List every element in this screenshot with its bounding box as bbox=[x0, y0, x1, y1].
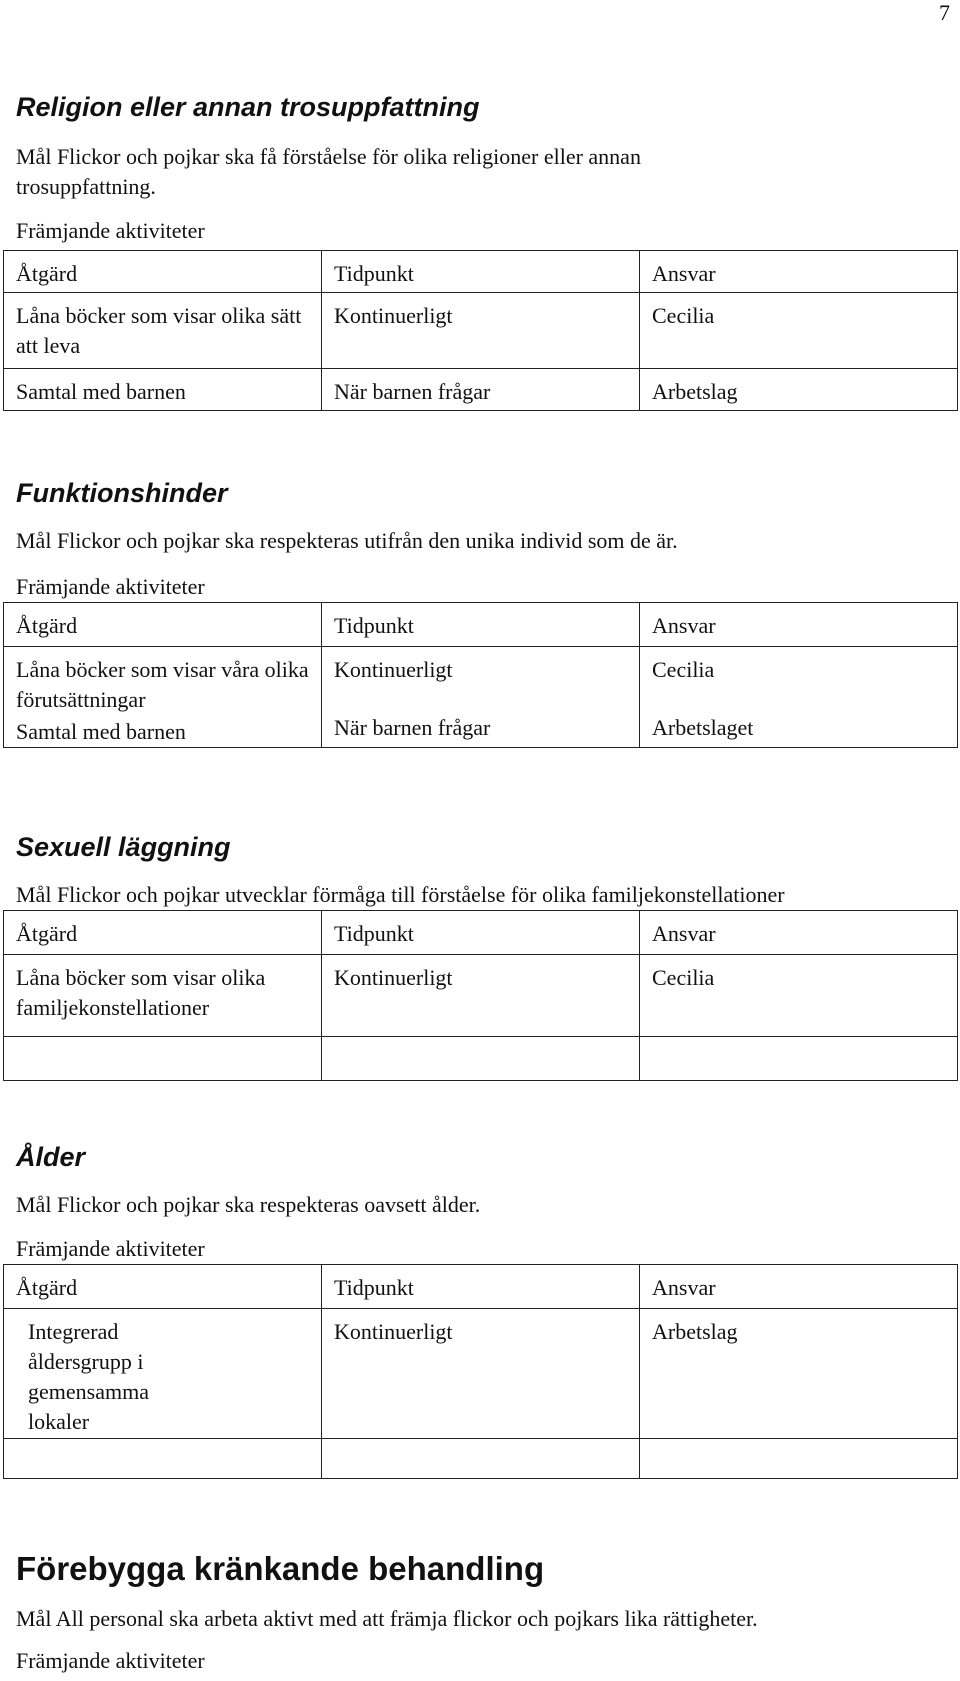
table-header-row bbox=[4, 1265, 958, 1309]
goal-text-alder: Mål Flickor och pojkar ska respekteras oavsett ålder. bbox=[16, 1192, 481, 1217]
activities-label-religion: Främjande aktiviteter bbox=[16, 218, 205, 243]
table-row bbox=[4, 647, 958, 748]
table-cell: Arbetslag bbox=[640, 1309, 958, 1439]
activities-table-sexuell-laggning bbox=[3, 910, 958, 1081]
table-cell: När barnen frågar bbox=[322, 369, 640, 411]
header-cell-tidpunkt: Tidpunkt bbox=[322, 251, 640, 293]
section-heading-religion: Religion eller annan trosuppfattning bbox=[16, 92, 480, 122]
header-cell-tidpunkt: Tidpunkt bbox=[322, 1265, 640, 1309]
table-cell bbox=[322, 1439, 640, 1479]
table-row bbox=[4, 1037, 958, 1081]
cell-text: Integrerad åldersgrupp i gemensamma lokaler bbox=[28, 1319, 149, 1434]
table-header-row bbox=[4, 911, 958, 955]
header-cell-ansvar: Ansvar bbox=[640, 911, 958, 955]
cell-line-2: Samtal med barnen bbox=[16, 719, 186, 744]
table-row bbox=[4, 369, 958, 411]
header-cell-tidpunkt: Tidpunkt bbox=[322, 603, 640, 647]
table-cell bbox=[4, 1309, 322, 1439]
activities-table-alder bbox=[3, 1264, 958, 1479]
table-cell bbox=[4, 1439, 322, 1479]
table-cell bbox=[4, 647, 322, 748]
header-cell-tidpunkt: Tidpunkt bbox=[322, 911, 640, 955]
page-number: 7 bbox=[939, 0, 950, 25]
section-heading-funktionshinder: Funktionshinder bbox=[16, 478, 228, 508]
cell-line: Cecilia bbox=[652, 657, 715, 682]
table-cell bbox=[4, 1037, 322, 1081]
table-cell bbox=[322, 647, 640, 748]
table-cell bbox=[640, 1037, 958, 1081]
table-cell: Kontinuerligt bbox=[322, 955, 640, 1037]
cell-line-2: Arbetslaget bbox=[652, 715, 754, 740]
table-row bbox=[4, 1439, 958, 1479]
table-cell: Kontinuerligt bbox=[322, 293, 640, 369]
header-cell-atgard: Åtgärd bbox=[4, 911, 322, 955]
goal-text-sexuell-laggning: Mål Flickor och pojkar utvecklar förmåga till förståelse för olika familjekonstellationer bbox=[16, 882, 785, 907]
table-cell: Arbetslag bbox=[640, 369, 958, 411]
table-row bbox=[4, 293, 958, 369]
table-cell: Samtal med barnen bbox=[4, 369, 322, 411]
activities-label-funktionshinder: Främjande aktiviteter bbox=[16, 574, 205, 599]
goal-text-religion-line2: trosuppfattning. bbox=[16, 174, 156, 199]
activities-label-alder: Främjande aktiviteter bbox=[16, 1236, 205, 1261]
table-row bbox=[4, 955, 958, 1037]
goal-text-funktionshinder: Mål Flickor och pojkar ska respekteras utifrån den unika individ som de är. bbox=[16, 528, 678, 553]
cell-line-2: När barnen frågar bbox=[334, 715, 491, 740]
header-cell-atgard: Åtgärd bbox=[4, 251, 322, 293]
table-cell: Cecilia bbox=[640, 293, 958, 369]
section-heading-sexuell-laggning: Sexuell läggning bbox=[16, 832, 231, 862]
cell-line: Kontinuerligt bbox=[334, 657, 453, 682]
table-cell bbox=[640, 647, 958, 748]
header-cell-ansvar: Ansvar bbox=[640, 251, 958, 293]
table-cell bbox=[322, 1037, 640, 1081]
header-cell-atgard: Åtgärd bbox=[4, 1265, 322, 1309]
activities-label-forebygga: Främjande aktiviteter bbox=[16, 1648, 205, 1673]
section-heading-alder: Ålder bbox=[16, 1142, 86, 1172]
goal-text-forebygga: Mål All personal ska arbeta aktivt med att främja flickor och pojkars lika rättigheter. bbox=[16, 1606, 758, 1631]
table-header-row bbox=[4, 603, 958, 647]
section-heading-forebygga: Förebygga kränkande behandling bbox=[16, 1550, 545, 1587]
cell-line: Låna böcker som visar våra olika förutsättningar bbox=[16, 657, 309, 712]
table-cell: Cecilia bbox=[640, 955, 958, 1037]
table-row bbox=[4, 1309, 958, 1439]
table-header-row bbox=[4, 251, 958, 293]
activities-table-funktionshinder bbox=[3, 602, 958, 748]
table-cell: Kontinuerligt bbox=[322, 1309, 640, 1439]
table-cell: Låna böcker som visar olika familjekonstellationer bbox=[4, 955, 322, 1037]
header-cell-ansvar: Ansvar bbox=[640, 603, 958, 647]
table-cell: Låna böcker som visar olika sätt att leva bbox=[4, 293, 322, 369]
header-cell-atgard: Åtgärd bbox=[4, 603, 322, 647]
activities-table-religion bbox=[3, 250, 958, 411]
header-cell-ansvar: Ansvar bbox=[640, 1265, 958, 1309]
goal-text-religion-line1: Mål Flickor och pojkar ska få förståelse för olika religioner eller annan bbox=[16, 144, 641, 169]
table-cell bbox=[640, 1439, 958, 1479]
